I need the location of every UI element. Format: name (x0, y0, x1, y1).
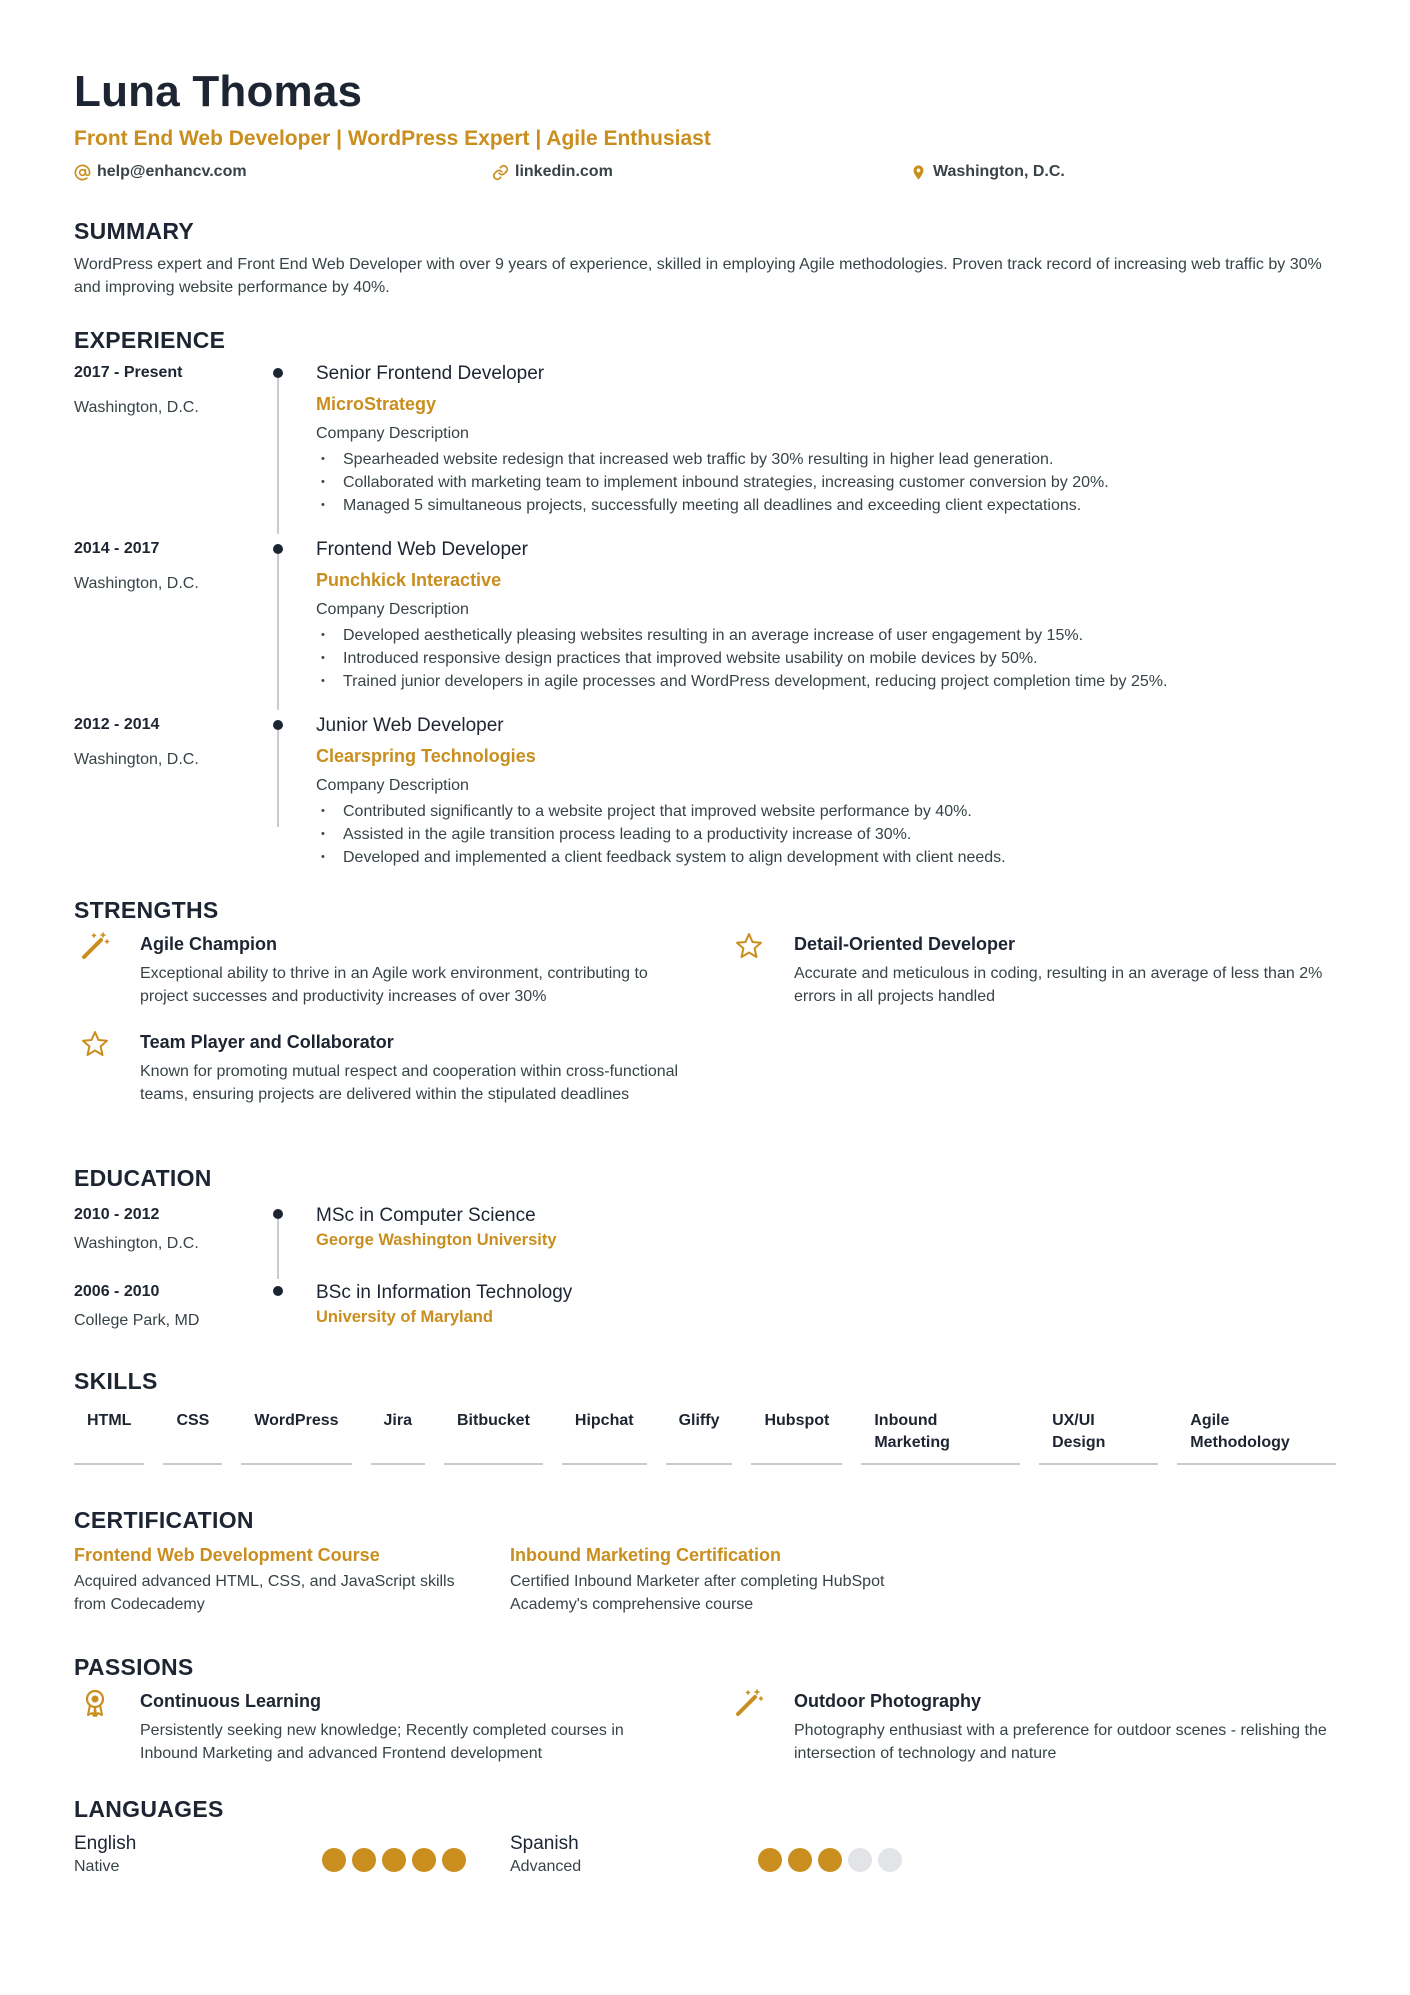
passion-description: Persistently seeking new knowledge; Recently completed courses in Inbound Marketing and advanced Frontend development (140, 1722, 624, 1762)
education-heading: EDUCATION (74, 1165, 212, 1191)
achievement-bullet: • Collaborated with marketing team to implement inbound strategies, increasing customer conversion by 20%. (316, 471, 1336, 494)
education-school: George Washington University (316, 1231, 557, 1249)
skill-tag: CSS (163, 1410, 222, 1465)
timeline-dot (273, 1286, 283, 1296)
timeline-line (277, 1219, 279, 1279)
skill-tag: UX/UI Design (1039, 1410, 1158, 1465)
proficiency-dot-filled (788, 1848, 812, 1872)
strength-description: Accurate and meticulous in coding, resulting in an average of less than 2% errors in all projects handled (794, 965, 1323, 1005)
languages-grid (74, 1832, 1336, 1878)
proficiency-dot-filled (442, 1848, 466, 1872)
experience-list (74, 361, 1336, 873)
education-dates: 2010 - 2012 (74, 1206, 160, 1223)
linkedin-contact[interactable] (492, 163, 910, 181)
experience-role: Senior Frontend Developer (316, 363, 545, 384)
experience-role: Frontend Web Developer (316, 539, 528, 560)
proficiency-dot-filled (382, 1848, 406, 1872)
achievement-list (316, 800, 1336, 869)
proficiency-dot-filled (818, 1848, 842, 1872)
languages-section (74, 1794, 1336, 1878)
experience-dates: 2012 - 2014 (74, 716, 160, 733)
summary-text: WordPress expert and Front End Web Developer with over 9 years of experience, skilled in employing Agile methodologies. Proven track record of increasing web traffic by 30% and improving website performance by 40%. (74, 256, 1322, 296)
timeline-line (277, 554, 279, 710)
achievement-bullet: • Introduced responsive design practices that improved website usability on mobile devices by 50%. (316, 647, 1336, 670)
skills-heading: SKILLS (74, 1368, 158, 1394)
company-description: Company Description (316, 425, 469, 442)
proficiency-dot-filled (322, 1848, 346, 1872)
linkedin-text: linkedin.com (515, 163, 613, 180)
experience-entry (74, 713, 1336, 873)
email-contact[interactable] (74, 163, 492, 181)
star-icon (734, 931, 764, 961)
timeline-line (277, 378, 279, 534)
skill-tag: Agile Methodology (1177, 1410, 1336, 1465)
proficiency-dot-empty (878, 1848, 902, 1872)
timeline-dot (273, 368, 283, 378)
candidate-name: Luna Thomas (74, 67, 363, 116)
language-item (510, 1832, 946, 1878)
proficiency-dot-filled (352, 1848, 376, 1872)
language-name: English (74, 1833, 137, 1854)
strength-title: Agile Champion (140, 934, 278, 954)
certification-item (510, 1542, 946, 1616)
passion-title: Continuous Learning (140, 1691, 321, 1711)
passion-item (734, 1688, 1334, 1765)
experience-section (74, 325, 1336, 873)
experience-entry (74, 361, 1336, 537)
languages-heading: LANGUAGES (74, 1796, 224, 1822)
education-entry (74, 1280, 1336, 1340)
strength-description: Known for promoting mutual respect and cooperation within cross-functional teams, ensuring projects are delivered within the stipulated deadlines (140, 1063, 679, 1103)
experience-company: Punchkick Interactive (316, 570, 502, 590)
skill-tag: Jira (371, 1410, 425, 1465)
proficiency-dot-filled (412, 1848, 436, 1872)
email-text: help@enhancv.com (97, 163, 247, 180)
passion-title: Outdoor Photography (794, 1691, 981, 1711)
candidate-title: Front End Web Developer | WordPress Expert | Agile Enthusiast (74, 127, 711, 150)
strengths-grid (74, 931, 1336, 1163)
education-entry (74, 1203, 1336, 1280)
language-item (74, 1832, 510, 1878)
certification-description: Certified Inbound Marketer after completing HubSpot Academy's comprehensive course (510, 1573, 885, 1613)
skill-tag: Inbound Marketing (861, 1410, 1020, 1465)
certification-description: Acquired advanced HTML, CSS, and JavaScript skills from Codecademy (74, 1573, 455, 1613)
strength-item (80, 1029, 680, 1106)
achievement-bullet: • Developed aesthetically pleasing websites resulting in an average increase of user engagement by 15%. (316, 624, 1336, 647)
passions-grid (74, 1688, 1336, 1784)
timeline-dot (273, 720, 283, 730)
skill-tag: Hubspot (751, 1410, 842, 1465)
proficiency-dot-filled (758, 1848, 782, 1872)
award-medal-icon (80, 1688, 110, 1718)
achievement-bullet: • Contributed significantly to a website project that improved website performance by 40%. (316, 800, 1336, 823)
summary-heading: SUMMARY (74, 218, 195, 244)
timeline-line (277, 730, 279, 827)
achievement-list (316, 448, 1336, 517)
education-degree: BSc in Information Technology (316, 1282, 573, 1303)
experience-dates: 2017 - Present (74, 364, 183, 381)
language-level: Native (74, 1858, 120, 1875)
at-sign-icon (74, 164, 91, 181)
achievement-list (316, 624, 1336, 693)
passion-description: Photography enthusiast with a preference for outdoor scenes - relishing the intersection of technology and nature (794, 1722, 1327, 1762)
experience-entry (74, 537, 1336, 713)
company-description: Company Description (316, 777, 469, 794)
proficiency-dot-empty (848, 1848, 872, 1872)
language-name: Spanish (510, 1833, 579, 1854)
location-text: Washington, D.C. (933, 163, 1065, 180)
language-level: Advanced (510, 1858, 582, 1875)
skills-list (74, 1410, 1336, 1465)
timeline-dot (273, 544, 283, 554)
summary-section (74, 216, 1336, 299)
strength-description: Exceptional ability to thrive in an Agile work environment, contributing to project successes and productivity increases of over 30% (140, 965, 648, 1005)
skill-tag: WordPress (241, 1410, 351, 1465)
passion-item (80, 1688, 680, 1765)
achievement-bullet: • Developed and implemented a client feedback system to align development with client needs. (316, 846, 1336, 869)
education-school: University of Maryland (316, 1308, 493, 1326)
map-pin-icon (910, 164, 927, 181)
location-contact (910, 163, 1065, 181)
skill-tag: Hipchat (562, 1410, 647, 1465)
strengths-section (74, 895, 1336, 1163)
experience-company: MicroStrategy (316, 394, 437, 414)
education-section (74, 1163, 1336, 1340)
experience-company: Clearspring Technologies (316, 746, 536, 766)
education-location: College Park, MD (74, 1312, 200, 1329)
skill-tag: Gliffy (666, 1410, 733, 1465)
experience-role: Junior Web Developer (316, 715, 504, 736)
strength-item (734, 931, 1334, 1008)
strength-title: Team Player and Collaborator (140, 1032, 394, 1052)
education-location: Washington, D.C. (74, 1235, 199, 1252)
education-dates: 2006 - 2010 (74, 1283, 160, 1300)
link-icon (492, 164, 509, 181)
experience-dates: 2014 - 2017 (74, 540, 160, 557)
certification-title: Inbound Marketing Certification (510, 1545, 782, 1565)
skill-tag: HTML (74, 1410, 144, 1465)
passions-section (74, 1652, 1336, 1784)
strength-title: Detail-Oriented Developer (794, 934, 1016, 954)
magic-wand-icon (734, 1688, 764, 1718)
contact-row (74, 160, 1336, 184)
proficiency-dots (758, 1832, 908, 1878)
timeline-dot (273, 1209, 283, 1219)
magic-wand-icon (80, 931, 110, 961)
skills-section (74, 1366, 1336, 1465)
certification-grid (74, 1542, 1336, 1616)
passions-heading: PASSIONS (74, 1654, 194, 1680)
achievement-bullet: • Trained junior developers in agile processes and WordPress development, reducing project completion time by 25%. (316, 670, 1336, 693)
strengths-heading: STRENGTHS (74, 897, 219, 923)
star-icon (80, 1029, 110, 1059)
achievement-bullet: • Spearheaded website redesign that increased web traffic by 30% resulting in higher lead generation. (316, 448, 1336, 471)
experience-heading: EXPERIENCE (74, 327, 226, 353)
skill-tag: Bitbucket (444, 1410, 543, 1465)
proficiency-dots (322, 1832, 472, 1878)
experience-location: Washington, D.C. (74, 751, 199, 768)
certification-title: Frontend Web Development Course (74, 1545, 380, 1565)
achievement-bullet: • Assisted in the agile transition process leading to a productivity increase of 30%. (316, 823, 1336, 846)
experience-location: Washington, D.C. (74, 575, 199, 592)
achievement-bullet: • Managed 5 simultaneous projects, successfully meeting all deadlines and exceeding client expectations. (316, 494, 1336, 517)
certification-section (74, 1505, 1336, 1616)
strength-item (80, 931, 690, 1008)
company-description: Company Description (316, 601, 469, 618)
certification-item (74, 1542, 510, 1616)
education-degree: MSc in Computer Science (316, 1205, 536, 1226)
certification-heading: CERTIFICATION (74, 1507, 254, 1533)
experience-location: Washington, D.C. (74, 399, 199, 416)
